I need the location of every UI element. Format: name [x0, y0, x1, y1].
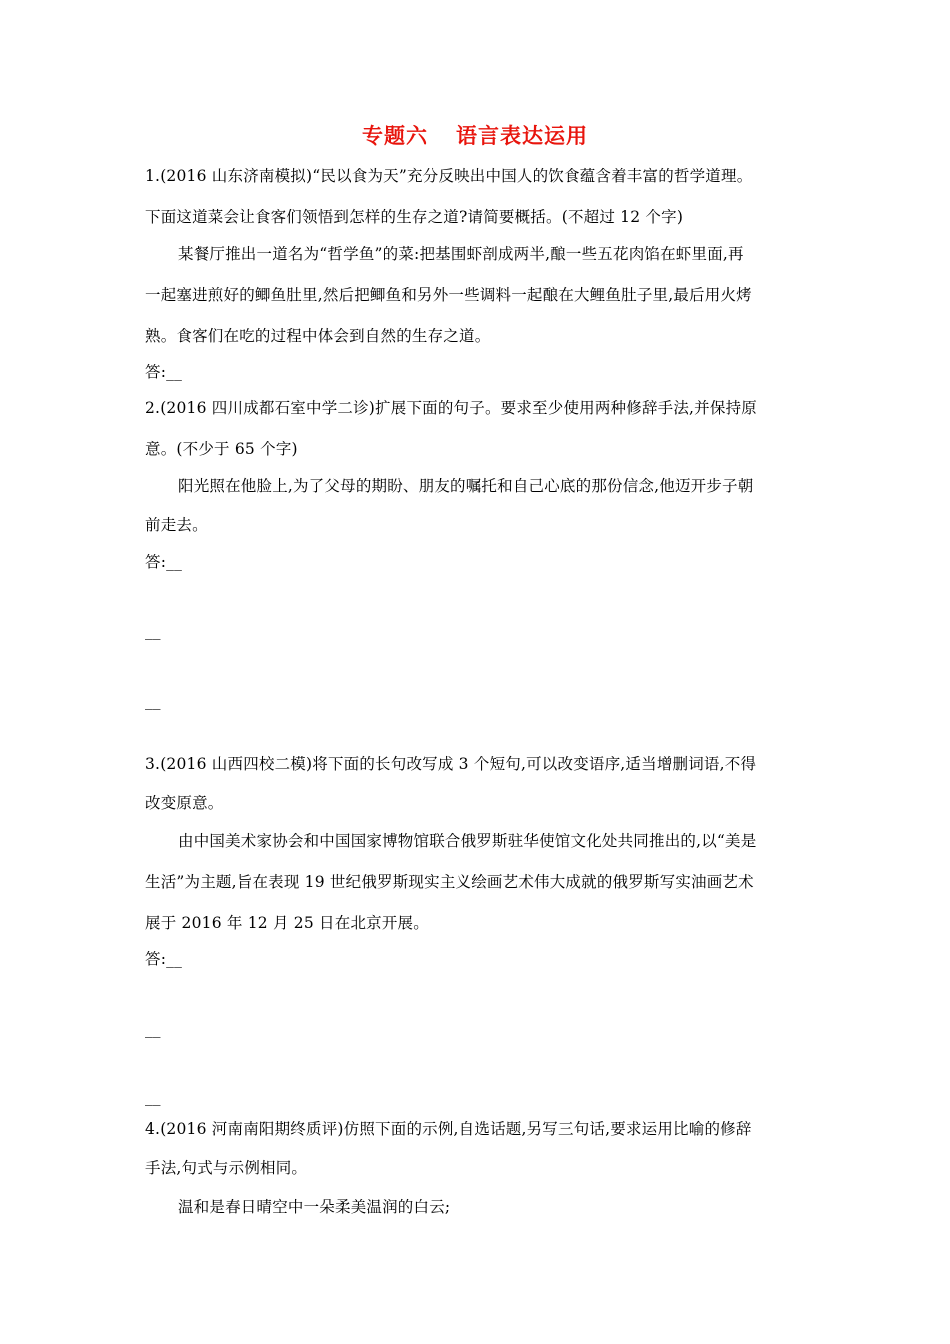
q3-answer-blank-2[interactable]: __ — [145, 1088, 161, 1106]
q2-passage-line1: 阳光照在他脸上,为了父母的期盼、朋友的嘱托和自己心底的那份信念,他迈开步子朝 — [178, 477, 754, 495]
q1-passage-line1: 某餐厅推出一道名为“哲学鱼”的菜:把基围虾剖成两半,酿一些五花肉馅在虾里面,再 — [178, 245, 744, 263]
q1-answer-label[interactable]: 答:__ — [145, 363, 183, 381]
q1-passage-line3: 熟。食客们在吃的过程中体会到自然的生存之道。 — [145, 327, 491, 345]
q3-prompt-line2: 改变原意。 — [145, 794, 224, 812]
q2-passage-line2: 前走去。 — [145, 516, 208, 534]
q2-answer-label[interactable]: 答:__ — [145, 553, 183, 571]
q3-passage-line2: 生活”为主题,旨在表现 19 世纪俄罗斯现实主义绘画艺术伟大成就的俄罗斯写实油画艺术 — [145, 873, 754, 891]
q3-answer-label[interactable]: 答:__ — [145, 950, 183, 968]
q2-answer-blank-2[interactable]: __ — [145, 692, 161, 710]
q3-prompt-line1: 3.(2016 山西四校二模)将下面的长句改写成 3 个短句,可以改变语序,适当增删词语,不得 — [145, 755, 757, 773]
q3-passage-line3: 展于 2016 年 12 月 25 日在北京开展。 — [145, 914, 429, 932]
q1-prompt-line1: 1.(2016 山东济南模拟)“民以食为天”充分反映出中国人的饮食蕴含着丰富的哲学道理。 — [145, 167, 753, 185]
page-title — [0, 120, 950, 150]
q4-prompt-line2: 手法,句式与示例相同。 — [145, 1159, 308, 1177]
title-topic: 专题六 — [362, 124, 428, 148]
q2-prompt-line2: 意。(不少于 65 个字) — [145, 440, 298, 458]
q2-prompt-line1: 2.(2016 四川成都石室中学二诊)扩展下面的句子。要求至少使用两种修辞手法,并保持原 — [145, 399, 757, 417]
q1-passage-line2: 一起塞进煎好的鲫鱼肚里,然后把鲫鱼和另外一些调料一起酿在大鲤鱼肚子里,最后用火烤 — [145, 286, 752, 304]
q4-example-line1: 温和是春日晴空中一朵柔美温润的白云; — [178, 1198, 451, 1216]
q3-answer-blank-1[interactable]: __ — [145, 1020, 161, 1038]
title-subject: 语言表达运用 — [456, 124, 588, 148]
q1-prompt-line2: 下面这道菜会让食客们领悟到怎样的生存之道?请简要概括。(不超过 12 个字) — [145, 208, 684, 226]
q4-prompt-line1: 4.(2016 河南南阳期终质评)仿照下面的示例,自选话题,另写三句话,要求运用比喻的修辞 — [145, 1120, 752, 1138]
q2-answer-blank-1[interactable]: __ — [145, 622, 161, 640]
q3-passage-line1: 由中国美术家协会和中国国家博物馆联合俄罗斯驻华使馆文化处共同推出的,以“美是 — [178, 832, 757, 850]
